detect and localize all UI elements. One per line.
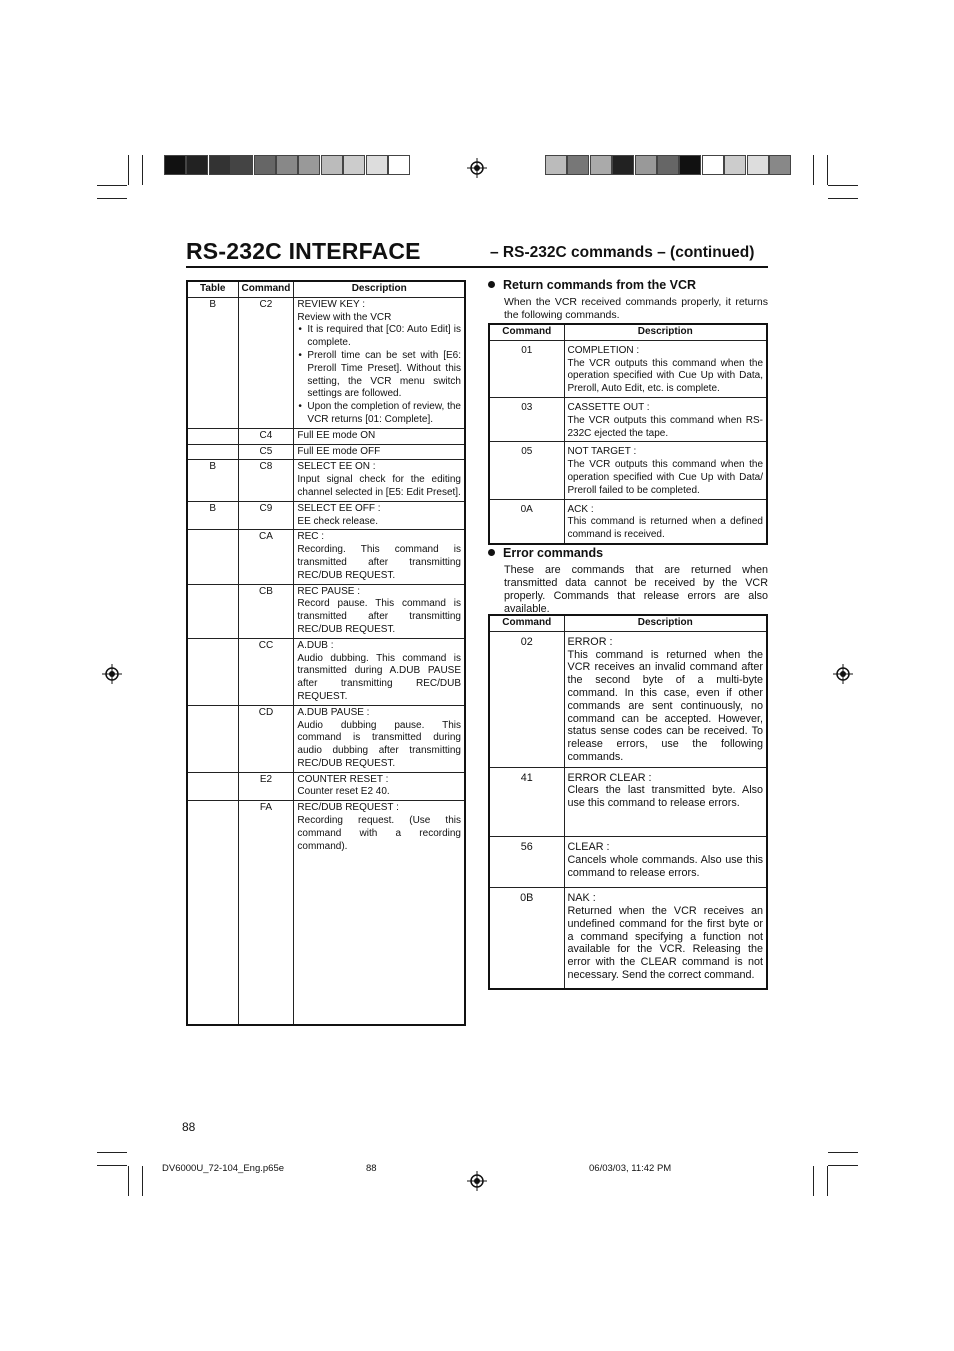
table-cell: B	[187, 501, 238, 530]
description-cell	[564, 397, 767, 441]
column-header-command: Command	[238, 281, 294, 297]
color-swatch	[747, 155, 769, 175]
description-cell	[564, 631, 767, 767]
return-commands-table	[488, 323, 768, 545]
command-cell: 0A	[489, 499, 564, 544]
description-bullets	[297, 324, 461, 426]
description-cell	[294, 801, 465, 1025]
description-cell	[294, 638, 465, 705]
color-swatch	[612, 155, 634, 175]
column-header-command: Command	[489, 324, 564, 340]
bullet-item: • Preroll time can be set with [E6: Preroll Time Preset]. Without this setting, the VCR menu switch settings are followed.	[307, 350, 461, 401]
command-cell: C8	[238, 460, 294, 501]
command-cell: CC	[238, 638, 294, 705]
description-cell	[294, 705, 465, 772]
description-title: ACK :	[567, 503, 594, 515]
description-cell	[564, 837, 767, 888]
command-cell: CB	[238, 584, 294, 638]
color-swatch	[724, 155, 746, 175]
description-title: REC PAUSE :	[297, 585, 361, 597]
description-body: Clears the last transmitted byte. Also use this command to release errors.	[567, 784, 763, 810]
color-swatch	[343, 155, 365, 175]
table-row	[187, 444, 465, 460]
description-title: Full EE mode ON	[297, 429, 376, 441]
footer-page: 88	[366, 1163, 377, 1174]
color-swatch	[769, 155, 791, 175]
description-title: COMPLETION :	[567, 344, 640, 356]
color-swatch	[209, 155, 231, 175]
description-cell	[294, 501, 465, 530]
description-title: REC :	[297, 531, 325, 543]
color-swatch	[388, 155, 410, 175]
command-cell: CA	[238, 530, 294, 584]
table-cell	[187, 584, 238, 638]
table-row	[187, 460, 465, 501]
registration-mark-icon	[102, 664, 122, 684]
command-cell: C2	[238, 297, 294, 428]
description-body: Input signal check for the editing channel selected in [E5: Edit Preset].	[297, 474, 461, 498]
table-row	[187, 584, 465, 638]
table-row	[187, 638, 465, 705]
bullet-icon	[488, 549, 495, 556]
color-swatch	[276, 155, 298, 175]
column-header-command: Command	[489, 615, 564, 631]
column-header-table: Table	[187, 281, 238, 297]
command-cell: 01	[489, 340, 564, 397]
color-swatch	[590, 155, 612, 175]
description-cell	[564, 442, 767, 499]
footer-date: 06/03/03, 11:42 PM	[589, 1163, 672, 1174]
bullet-item: • It is required that [C0: Auto Edit] is complete.	[307, 324, 461, 350]
description-cell	[564, 499, 767, 544]
table-row	[489, 837, 767, 888]
table-row	[187, 530, 465, 584]
command-cell: 56	[489, 837, 564, 888]
description-body: Audio dubbing pause. This command is transmitted during audio dubbing after transmitting REC/DUB REQUEST.	[297, 719, 461, 769]
return-commands-heading	[488, 278, 696, 292]
color-swatch	[635, 155, 657, 175]
header-rule	[186, 266, 768, 268]
description-title: NAK :	[567, 892, 596, 905]
return-commands-heading-text: Return commands from the VCR	[503, 278, 697, 292]
command-cell: 41	[489, 767, 564, 837]
description-title: CLEAR :	[567, 841, 610, 854]
command-cell: FA	[238, 801, 294, 1025]
command-table	[186, 280, 466, 1026]
column-header-description: Description	[564, 324, 767, 340]
description-cell	[294, 428, 465, 444]
description-body: Recording request. (Use this command with a recording command).	[297, 815, 461, 852]
command-cell: C9	[238, 501, 294, 530]
page-subtitle: – RS-232C commands – (continued)	[490, 244, 755, 261]
table-row	[187, 801, 465, 1025]
error-commands-heading	[488, 546, 603, 560]
description-title: A.DUB :	[297, 639, 334, 651]
description-title: COUNTER RESET :	[297, 773, 389, 785]
description-cell	[294, 772, 465, 801]
return-commands-intro: When the VCR received commands properly, it returns the following commands.	[504, 296, 768, 321]
description-body: Counter reset E2 40.	[297, 786, 390, 798]
table-row	[489, 767, 767, 837]
color-swatch	[321, 155, 343, 175]
table-row	[187, 501, 465, 530]
table-cell: B	[187, 460, 238, 501]
description-title: SELECT EE OFF :	[297, 502, 381, 514]
description-body: Review with the VCR	[297, 311, 392, 323]
description-cell	[294, 530, 465, 584]
command-cell: C4	[238, 428, 294, 444]
description-title: REC/DUB REQUEST :	[297, 802, 399, 814]
description-body: Returned when the VCR receives an undefined command for the first byte or a command specifying a function not available for the VCR. Releasing the error with the CLEAR command is not necessary. Send the correct command.	[567, 904, 763, 981]
registration-mark-icon	[833, 664, 853, 684]
description-title: REVIEW KEY :	[297, 298, 366, 310]
description-cell	[564, 340, 767, 397]
description-title: ERROR :	[567, 635, 613, 648]
table-cell: B	[187, 297, 238, 428]
table-cell	[187, 801, 238, 1025]
table-row	[489, 442, 767, 499]
table-cell	[187, 444, 238, 460]
description-title: SELECT EE ON :	[297, 461, 376, 473]
table-row	[187, 428, 465, 444]
table-row	[489, 499, 767, 544]
table-cell	[187, 705, 238, 772]
command-cell: 05	[489, 442, 564, 499]
table-cell	[187, 530, 238, 584]
registration-mark-icon	[467, 158, 487, 178]
color-swatch	[567, 155, 589, 175]
bullet-item: • Upon the completion of review, the VCR returns [01: Complete].	[307, 401, 461, 427]
page-title: RS-232C INTERFACE	[186, 238, 421, 264]
table-cell	[187, 638, 238, 705]
description-title: A.DUB PAUSE :	[297, 706, 370, 718]
description-body: Cancels whole commands. Also use this command to release errors.	[567, 854, 763, 880]
description-title: ERROR CLEAR :	[567, 771, 652, 784]
color-swatch	[164, 155, 186, 175]
description-body: The VCR outputs this command when the operation specified with Cue Up with Data/ Preroll failed to be completed.	[567, 459, 763, 496]
description-cell	[294, 460, 465, 501]
command-cell: C5	[238, 444, 294, 460]
description-cell	[564, 767, 767, 837]
table-row	[489, 888, 767, 989]
command-cell: 03	[489, 397, 564, 441]
table-row	[187, 772, 465, 801]
command-cell: CD	[238, 705, 294, 772]
registration-mark-icon	[467, 1171, 487, 1191]
column-header-description: Description	[294, 281, 465, 297]
color-swatch	[254, 155, 276, 175]
color-swatch	[366, 155, 388, 175]
description-body: This command is returned when the VCR receives an invalid command after the second byte of a multi-byte command. In this case, even if other commands are sent continuously, no command can be accepted. However, status sense codes can be received. To release errors, use the following commands.	[567, 648, 763, 763]
table-cell	[187, 428, 238, 444]
color-swatch	[657, 155, 679, 175]
color-swatch	[298, 155, 320, 175]
color-swatch	[231, 155, 253, 175]
description-body: Record pause. This command is transmitted after transmitting REC/DUB REQUEST.	[297, 598, 461, 635]
error-commands-table	[488, 614, 768, 990]
description-cell	[564, 888, 767, 989]
description-title: NOT TARGET :	[567, 446, 637, 458]
bullet-icon	[488, 281, 495, 288]
table-row	[489, 397, 767, 441]
color-swatch	[679, 155, 701, 175]
color-swatch	[186, 155, 208, 175]
table-row	[489, 631, 767, 767]
command-cell: 0B	[489, 888, 564, 989]
description-title: CASSETTE OUT :	[567, 401, 650, 413]
table-row	[489, 340, 767, 397]
description-body: Audio dubbing. This command is transmitted during A.DUB PAUSE after transmitting REC/DUB REQUEST.	[297, 652, 461, 702]
color-swatch	[545, 155, 567, 175]
description-body: The VCR outputs this command when RS-232C ejected the tape.	[567, 414, 763, 439]
description-body: The VCR outputs this command when the operation specified with Cue Up with Data, Preroll, Auto Edit, etc. is complete.	[567, 357, 763, 395]
description-cell	[294, 444, 465, 460]
description-body: This command is returned when a defined command is received.	[567, 516, 763, 541]
command-cell: E2	[238, 772, 294, 801]
description-title: Full EE mode OFF	[297, 445, 381, 457]
description-cell	[294, 584, 465, 638]
column-header-description: Description	[564, 615, 767, 631]
description-cell	[294, 297, 465, 428]
footer-filename: DV6000U_72-104_Eng.p65e	[162, 1163, 285, 1174]
page-number: 88	[182, 1120, 196, 1134]
table-row	[187, 297, 465, 428]
command-cell: 02	[489, 631, 564, 767]
error-commands-heading-text: Error commands	[503, 546, 604, 560]
description-body: Recording. This command is transmitted after transmitting REC/DUB REQUEST.	[297, 544, 461, 581]
table-cell	[187, 772, 238, 801]
error-commands-intro: These are commands that are returned when transmitted data cannot be received by the VCR properly. Commands that release errors are also available.	[504, 564, 768, 615]
description-body: EE check release.	[297, 515, 379, 527]
color-swatch	[702, 155, 724, 175]
table-row	[187, 705, 465, 772]
